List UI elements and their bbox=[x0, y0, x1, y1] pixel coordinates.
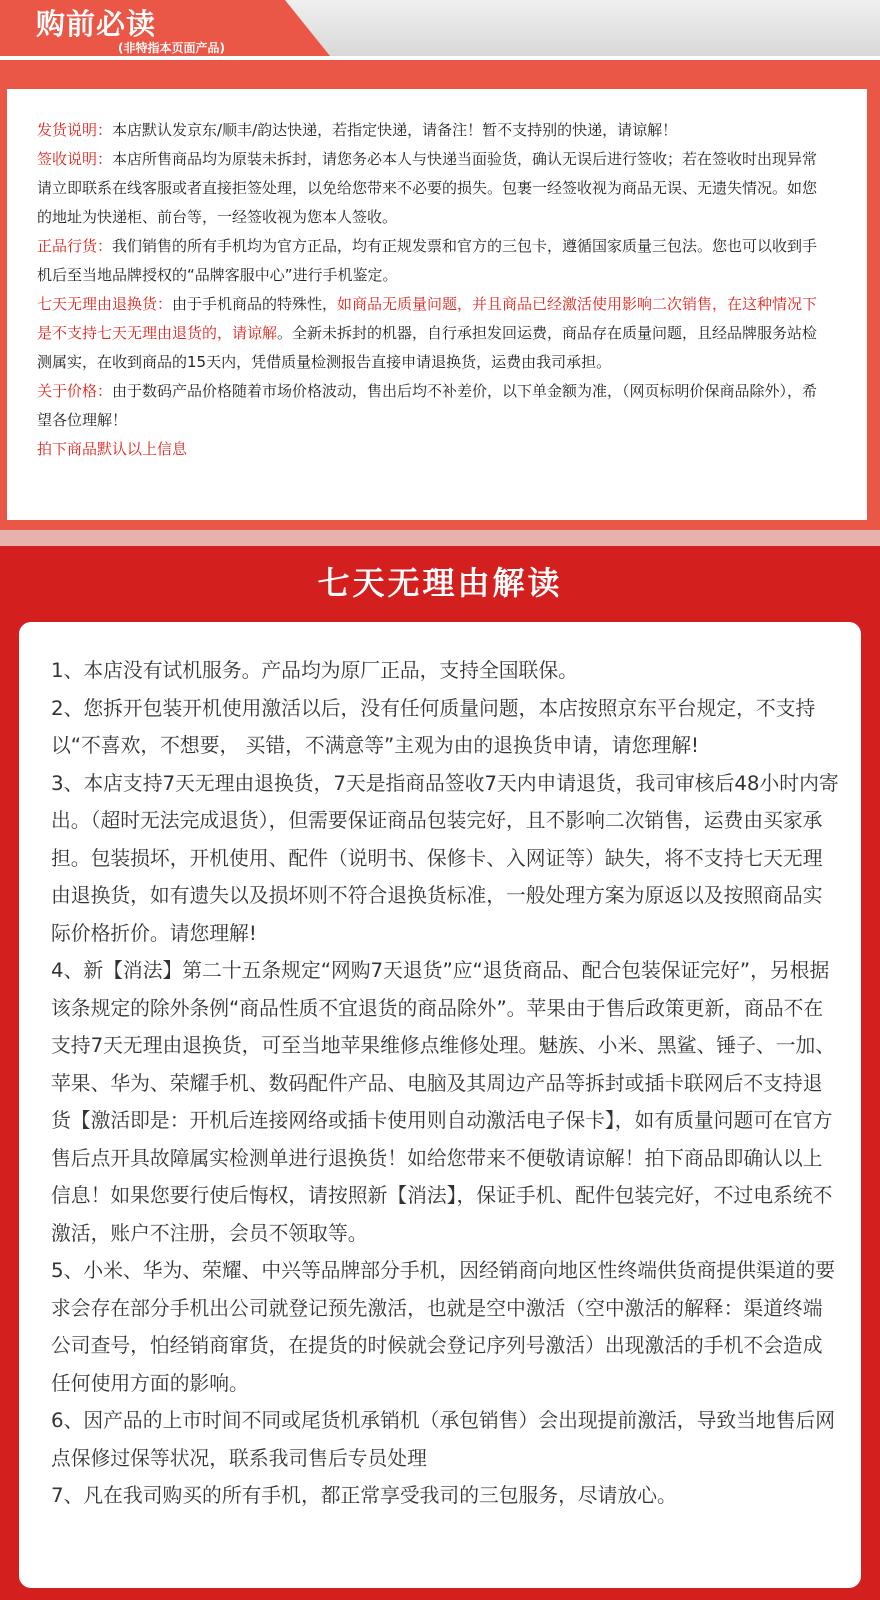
notice-signing-label: 签收说明： bbox=[37, 150, 113, 168]
notice-signing-text: 本店所售商品均为原装未拆封，请您务必本人与快递当面验货，确认无误后进行签收；若在签收时出现异常请立即联系在线客服或者直接拒签处理，以免给您带来不必要的损失。包裹一经签收视为商品无误、无遗失情况。如您的地址为快递柜、前台等，一经签收视为您本人签收。 bbox=[37, 150, 818, 226]
notice-frame bbox=[0, 60, 880, 530]
notice-return-text-b: 。全新未拆封的机器，自行承担发回运费，商品存在质量问题，且经品牌服务站检测属实，在收到商品的15天内，凭借质量检测报告直接申请退换货，运费由我司承担。 bbox=[37, 324, 818, 371]
rules-item-4: 4、新【消法】第二十五条规定“网购7天退货”应“退货商品、配合包装保证完好”，另根据该条规定的除外条例“商品性质不宜退货的商品除外”。苹果由于售后政策更新，商品不在支持7天无理由退换货，可至当地苹果维修点维修处理。魅族、小米、黑鲨、锤子、一加、苹果、华为、荣耀手机、数码配件产品、电脑及其周边产品等拆封或插卡联网后不支持退货【激活即是：开机后连接网络或插卡使用则自动激活电子保卡】，如有质量问题可在官方售后点开具故障属实检测单进行退换货！如给您带来不便敬请谅解！拍下商品即确认以上信息！如果您要行使后悔权，请按照新【消法】，保证手机、配件包装完好，不过电系统不激活，账户不注册，会员不领取等。 bbox=[51, 959, 836, 1245]
notice-text bbox=[37, 116, 827, 464]
notice-shipping bbox=[37, 116, 827, 145]
rules-item-3: 3、本店支持7天无理由退换货，7天是指商品签收7天内申请退货，我司审核后48小时内寄出。（超时无法完成退货），但需要保证商品包装完好，且不影响二次销售，运费由买家承担。包装损坏，开机使用、配件（说明书、保修卡、入网证等）缺失，将不支持七天无理由退换货，如有遗失以及损坏则不符合退换货标准，一般处理方案为原返以及按照商品实际价格折价。请您理解! bbox=[51, 771, 839, 945]
notice-signing bbox=[37, 145, 827, 232]
notice-genuine-text: 我们销售的所有手机均为官方正品，均有正规发票和官方的三包卡，遵循国家质量三包法。您也可以收到手机后至当地品牌授权的“品牌客服中心”进行手机鉴定。 bbox=[37, 237, 818, 284]
page-subtitle: (非特指本页面产品) bbox=[118, 41, 225, 55]
rules-frame bbox=[0, 530, 880, 1600]
rules-item-5: 5、小米、华为、荣耀、中兴等品牌部分手机，因经销商向地区性终端供货商提供渠道的要求会存在部分手机出公司就登记预先激活，也就是空中激活（空中激活的解释：渠道终端公司查号，怕经销商窜货，在提货的时候就会登记序列号激活）出现激活的手机不会造成任何使用方面的影响。 bbox=[51, 1259, 836, 1395]
rules-item-6: 6、因产品的上市时间不同或尾货机承销机（承包销售）会出现提前激活，导致当地售后网点保修过保等状况，联系我司售后专员处理 bbox=[51, 1409, 836, 1470]
header-band bbox=[0, 0, 880, 56]
notice-panel bbox=[7, 89, 867, 520]
notice-shipping-label: 发货说明： bbox=[37, 121, 113, 139]
rules-list bbox=[51, 652, 841, 1515]
rules-title: 七天无理由解读 bbox=[317, 564, 563, 602]
notice-price bbox=[37, 377, 827, 435]
notice-shipping-text: 本店默认发京东/顺丰/韵达快递，若指定快递，请备注！暂不支持别的快递，请谅解！ bbox=[112, 121, 678, 139]
notice-price-text: 由于数码产品价格随着市场价格波动，售出后均不补差价，以下单金额为准，（网页标明价保商品除外），希望各位理解！ bbox=[37, 382, 818, 429]
notice-return-highlight: 如商品无质量问题，并且商品已经激活使用影响二次销售，在这种情况下是不支持七天无理由退货的，请谅解 bbox=[37, 295, 818, 342]
divider-stripe bbox=[0, 530, 880, 546]
notice-genuine bbox=[37, 232, 827, 290]
notice-genuine-label: 正品行货： bbox=[37, 237, 113, 255]
page-title: 购前必读 bbox=[36, 7, 157, 41]
rules-item-2: 2、您拆开包装开机使用激活以后，没有任何质量问题，本店按照京东平台规定，不支持以“不喜欢，不想要， 买错，不满意等”主观为由的退换货申请，请您理解! bbox=[51, 696, 816, 757]
rules-item-1: 1、本店没有试机服务。产品均为原厂正品，支持全国联保。 bbox=[51, 659, 578, 682]
notice-return bbox=[37, 290, 827, 377]
notice-return-label: 七天无理由退换货： bbox=[37, 295, 173, 313]
rules-panel bbox=[19, 622, 861, 1588]
notice-return-text-a: 由于手机商品的特殊性， bbox=[172, 295, 338, 313]
notice-price-label: 关于价格： bbox=[37, 382, 113, 400]
rules-item-7: 7、凡在我司购买的所有手机，都正常享受我司的三包服务，尽请放心。 bbox=[51, 1484, 677, 1507]
notice-footer: 拍下商品默认以上信息 bbox=[37, 440, 188, 458]
